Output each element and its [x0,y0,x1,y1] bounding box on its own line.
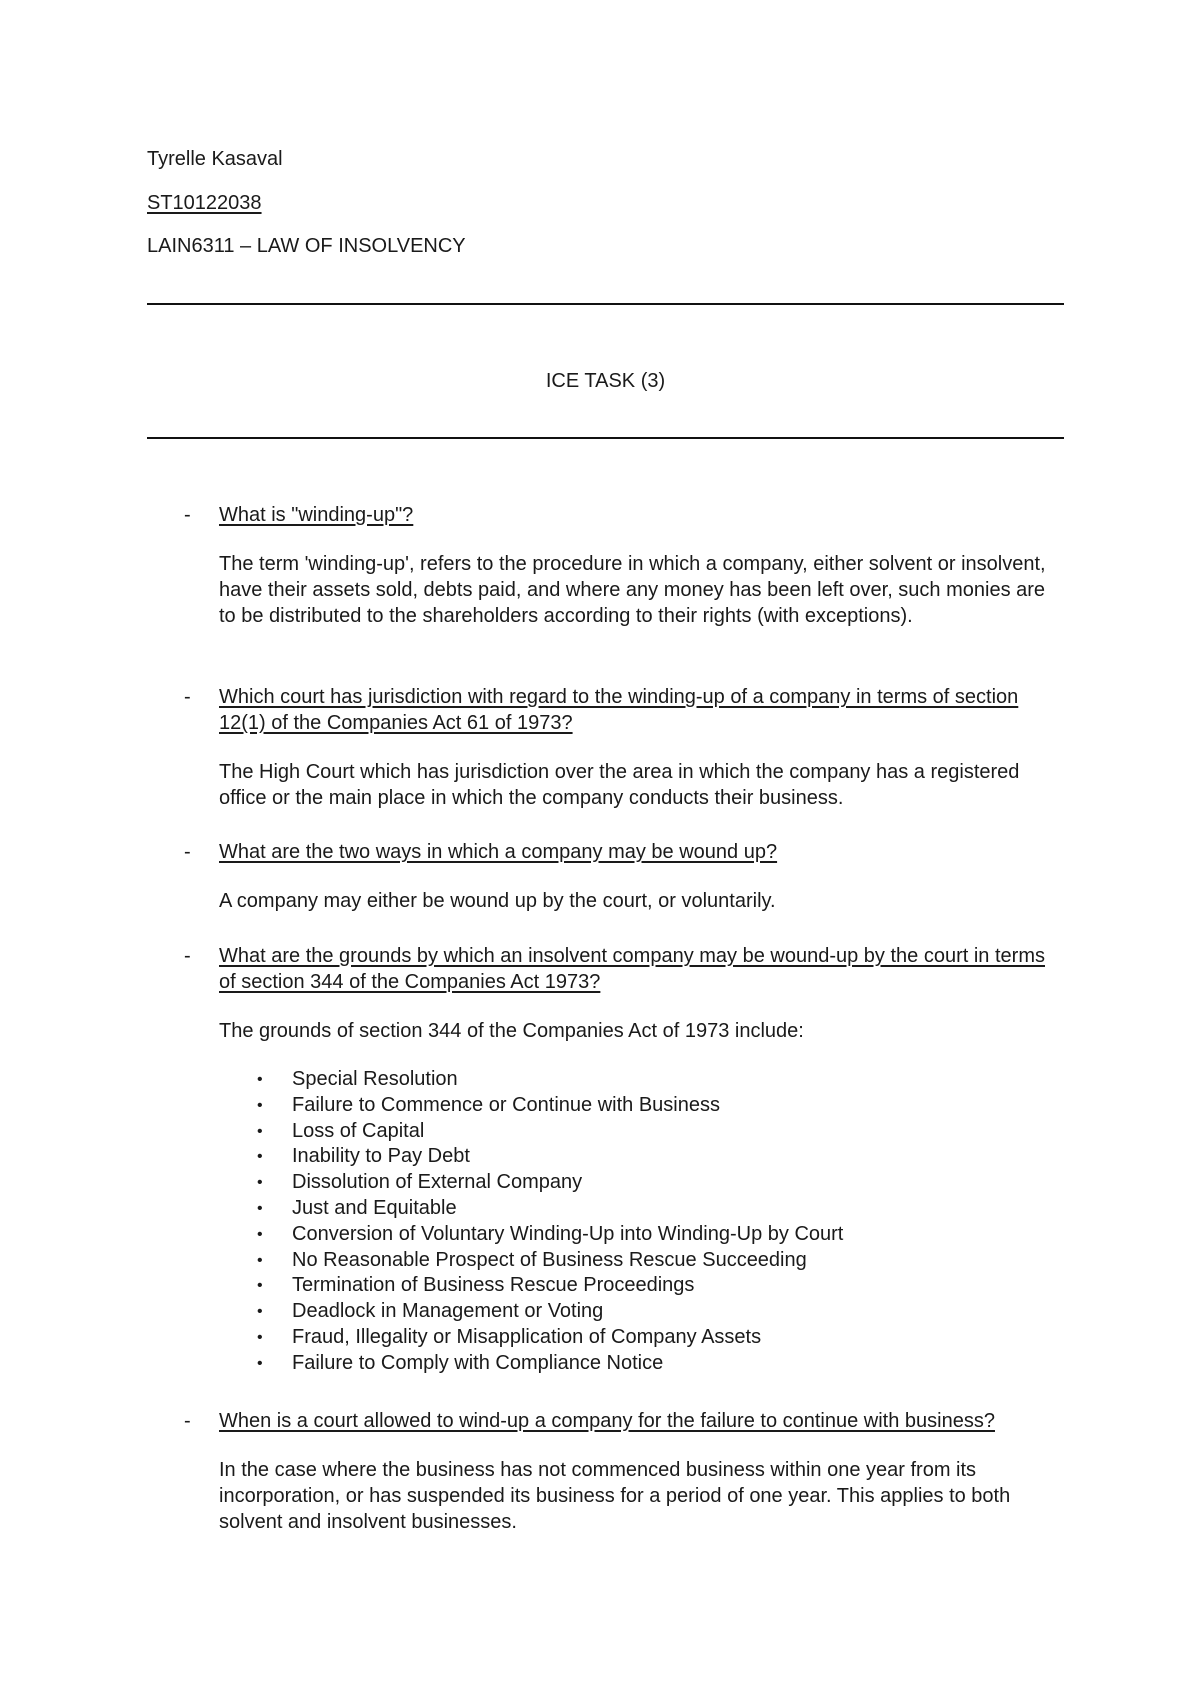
grounds-list [147,1067,1067,1377]
qa-item-1 [147,502,1067,629]
course-title: LAIN6311 – LAW OF INSOLVENCY [147,235,466,257]
list-item: • Fraud, Illegality or Misapplication of Company Assets [292,1325,1067,1351]
list-item: • Loss of Capital [292,1119,1067,1145]
document-title: ICE TASK (3) [545,370,666,392]
list-item: • Deadlock in Management or Voting [292,1299,1067,1325]
student-number: ST10122038 [147,192,262,214]
question-1: What is "winding-up"? [219,504,414,526]
answer-5: In the case where the business has not commenced business within one year from its incorporation, or has suspended its business for a period of one year. This applies to both solvent and insolvent businesses. [219,1459,1011,1533]
dash-bullet: - [184,1410,191,1432]
list-item: • Dissolution of External Company [292,1170,1067,1196]
list-item: • No Reasonable Prospect of Business Rescue Succeeding [292,1248,1067,1274]
question-3: What are the two ways in which a company may be wound up? [219,841,778,863]
list-item: • Inability to Pay Debt [292,1144,1067,1170]
bullet-icon: • [257,1122,263,1140]
bullet-icon: • [257,1199,263,1217]
dash-bullet: - [184,841,191,863]
question-4: What are the grounds by which an insolvent company may be wound-up by the court in terms of section 344 of the Companies Act 1973? [219,945,1045,993]
bullet-icon: • [257,1174,263,1192]
bullet-icon: • [257,1277,263,1295]
bullet-icon: • [257,1148,263,1166]
bottom-divider [147,437,1064,439]
list-item: • Termination of Business Rescue Proceedings [292,1273,1067,1299]
author-name: Tyrelle Kasaval [147,148,283,170]
dash-bullet: - [184,504,191,526]
question-5: When is a court allowed to wind-up a company for the failure to continue with business? [219,1410,995,1432]
dash-bullet: - [184,686,191,708]
qa-item-2 [147,684,1067,811]
bullet-icon: • [257,1303,263,1321]
bullet-icon: • [257,1096,263,1114]
answer-1: The term 'winding-up', refers to the procedure in which a company, either solvent or insolvent, have their assets sold, debts paid, and where any money has been left over, such monies are to be distributed to the shareholders according to their rights (with exceptions). [219,553,1046,627]
bullet-icon: • [257,1328,263,1346]
list-item: • Just and Equitable [292,1196,1067,1222]
list-item: • Failure to Commence or Continue with Business [292,1093,1067,1119]
qa-item-4 [147,943,1067,1377]
answer-3: A company may either be wound up by the court, or voluntarily. [219,890,776,912]
bullet-icon: • [257,1225,263,1243]
bullet-icon: • [257,1071,263,1088]
dash-bullet: - [184,945,191,967]
list-item: • Special Resolution [292,1067,1067,1093]
list-item: • Conversion of Voluntary Winding-Up into Winding-Up by Court [292,1222,1067,1248]
list-item: • Failure to Comply with Compliance Notice [292,1351,1067,1377]
answer-4: The grounds of section 344 of the Companies Act of 1973 include: [219,1020,804,1042]
top-divider [147,303,1064,305]
bullet-icon: • [257,1251,263,1269]
question-2: Which court has jurisdiction with regard to the winding-up of a company in terms of section 12(1) of the Companies Act 61 of 1973? [219,686,1019,734]
qa-item-5 [147,1408,1067,1535]
qa-item-3 [147,839,1067,914]
answer-2: The High Court which has jurisdiction over the area in which the company has a registered office or the main place in which the company conducts their business. [219,761,1020,809]
bullet-icon: • [257,1354,263,1372]
